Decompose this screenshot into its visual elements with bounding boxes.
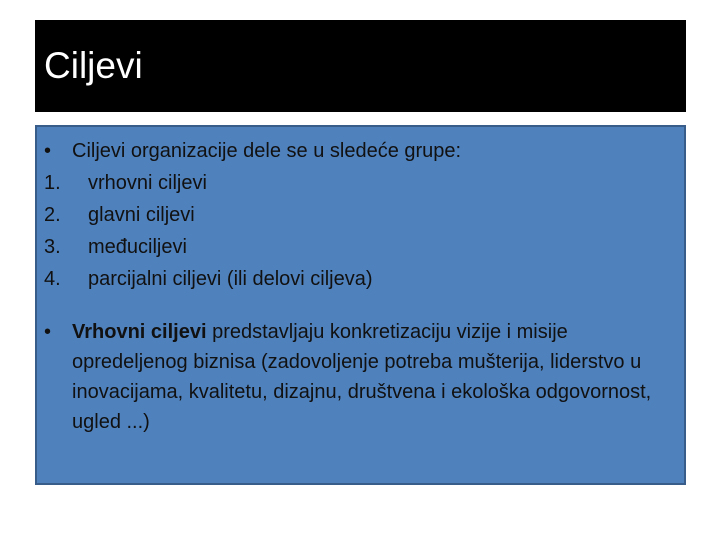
list-item	[44, 263, 664, 295]
spacer	[44, 295, 664, 317]
bullet-marker: •	[44, 321, 52, 343]
list-item	[44, 167, 664, 199]
list-number: 4.	[44, 268, 61, 290]
list-number: 3.	[44, 236, 61, 258]
list-item-text: glavni ciljevi	[88, 204, 195, 226]
list-item-text: međuciljevi	[88, 236, 187, 258]
list-item-text: vrhovni ciljevi	[88, 172, 207, 194]
content-box	[35, 125, 686, 485]
list-number: 1.	[44, 172, 61, 194]
paragraph-text	[72, 317, 662, 437]
paragraph-bullet	[44, 317, 664, 437]
paragraph-bold-term: Vrhovni ciljevi	[72, 321, 207, 343]
content-text	[44, 135, 664, 437]
bullet-marker: •	[44, 140, 52, 162]
intro-bullet-row	[44, 135, 664, 167]
intro-text: Ciljevi organizacije dele se u sledeće grupe:	[72, 140, 462, 162]
list-item-text: parcijalni ciljevi (ili delovi ciljeva)	[88, 268, 373, 290]
list-number: 2.	[44, 204, 61, 226]
title-bar	[35, 20, 686, 112]
paragraph-body: predstavljaju konkretizaciju vizije i misije opredeljenog biznisa (zadovoljenje potreba mušterija, liderstvo u inovacijama, kvalitetu, dizajnu, društvena i ekološka odgovornost, ugled ...)	[72, 321, 652, 433]
slide-title: Ciljevi	[44, 45, 143, 86]
list-item	[44, 199, 664, 231]
list-item	[44, 231, 664, 263]
